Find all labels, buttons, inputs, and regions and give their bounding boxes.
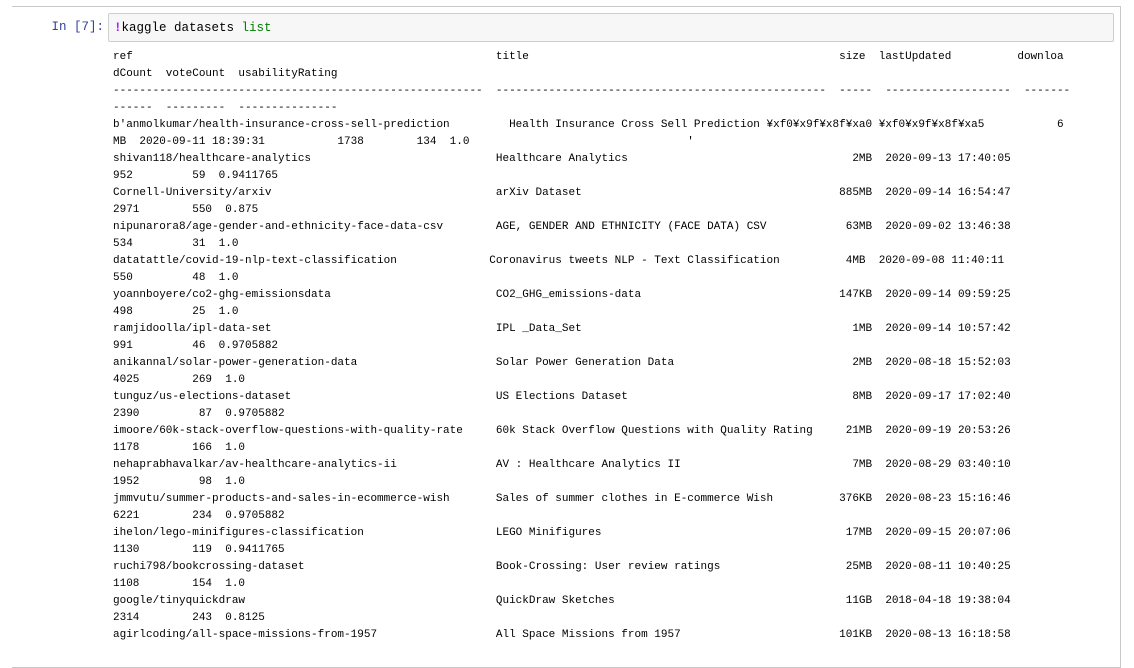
output-line: 6221 234 0.9705882 <box>113 510 285 522</box>
output-line: nipunarora8/age-gender-and-ethnicity-face-data-csv AGE, GENDER AND ETHNICITY (FACE DATA) CSV 63MB 2020-09-02 13:46:38 <box>113 221 1011 233</box>
shell-command: kaggle datasets <box>121 21 242 35</box>
output-line: jmmvutu/summer-products-and-sales-in-ecommerce-wish Sales of summer clothes in E-commerce Wish 376KB 2020-08-23 15:16:46 <box>113 493 1011 505</box>
output-line: ------ --------- --------------- <box>113 102 338 114</box>
output-line: imoore/60k-stack-overflow-questions-with-quality-rate 60k Stack Overflow Questions with Quality Rating 21MB 2020-09-19 20:53:26 <box>113 425 1011 437</box>
output-line: b'anmolkumar/health-insurance-cross-sell-prediction Health Insurance Cross Sell Prediction ¥xf0¥x9f¥x8f¥xa0 ¥xf0¥x9f¥x8f¥xa5 6 <box>113 119 1064 131</box>
shell-bang: ! <box>114 21 122 35</box>
output-line: 2314 243 0.8125 <box>113 612 265 624</box>
output-line: ruchi798/bookcrossing-dataset Book-Crossing: User review ratings 25MB 2020-08-11 10:40:25 <box>113 561 1011 573</box>
cell-output <box>113 49 1113 644</box>
output-line: dCount voteCount usabilityRating <box>113 68 338 80</box>
output-line: ihelon/lego-minifigures-classification LEGO Minifigures 17MB 2020-09-15 20:07:06 <box>113 527 1011 539</box>
output-line: shivan118/healthcare-analytics Healthcare Analytics 2MB 2020-09-13 17:40:05 <box>113 153 1011 165</box>
code-line <box>114 20 272 37</box>
input-prompt: In [7]: <box>51 20 104 34</box>
output-line: 4025 269 1.0 <box>113 374 246 386</box>
output-line: yoannboyere/co2-ghg-emissionsdata CO2_GHG_emissions-data 147KB 2020-09-14 09:59:25 <box>113 289 1011 301</box>
output-line: agirlcoding/all-space-missions-from-1957 All Space Missions from 1957 101KB 2020-08-13 16:18:58 <box>113 629 1011 641</box>
output-line: 2390 87 0.9705882 <box>113 408 285 420</box>
output-line: 534 31 1.0 <box>113 238 239 250</box>
output-line: ref title size lastUpdated downloa <box>113 51 1064 63</box>
command-keyword: list <box>241 21 272 35</box>
output-line: nehaprabhavalkar/av-healthcare-analytics-ii AV : Healthcare Analytics II 7MB 2020-08-29 03:40:10 <box>113 459 1011 471</box>
output-line: 498 25 1.0 <box>113 306 239 318</box>
output-line: 1108 154 1.0 <box>113 578 246 590</box>
output-line: anikannal/solar-power-generation-data Solar Power Generation Data 2MB 2020-08-18 15:52:03 <box>113 357 1011 369</box>
output-line: datatattle/covid-19-nlp-text-classification Coronavirus tweets NLP - Text Classification 4MB 2020-09-08 11:40:11 <box>113 255 1005 267</box>
output-line: tunguz/us-elections-dataset US Elections Dataset 8MB 2020-09-17 17:02:40 <box>113 391 1011 403</box>
output-line: 1952 98 1.0 <box>113 476 246 488</box>
output-line: 1178 166 1.0 <box>113 442 246 454</box>
code-input-editor[interactable] <box>108 13 1114 42</box>
output-line: 550 48 1.0 <box>113 272 239 284</box>
output-line: MB 2020-09-11 18:39:31 1738 134 1.0 ' <box>113 136 694 148</box>
output-line: google/tinyquickdraw QuickDraw Sketches 11GB 2018-04-18 19:38:04 <box>113 595 1011 607</box>
output-line: Cornell-University/arxiv arXiv Dataset 885MB 2020-09-14 16:54:47 <box>113 187 1011 199</box>
output-line: ramjidoolla/ipl-data-set IPL _Data_Set 1MB 2020-09-14 10:57:42 <box>113 323 1011 335</box>
output-line: 1130 119 0.9411765 <box>113 544 285 556</box>
output-line: 2971 550 0.875 <box>113 204 259 216</box>
output-line: 991 46 0.9705882 <box>113 340 279 352</box>
output-line: 952 59 0.9411765 <box>113 170 279 182</box>
output-line: -------------------------------------------------------- -------------------------------------------------- ----- ------------------- ------- <box>113 85 1071 97</box>
